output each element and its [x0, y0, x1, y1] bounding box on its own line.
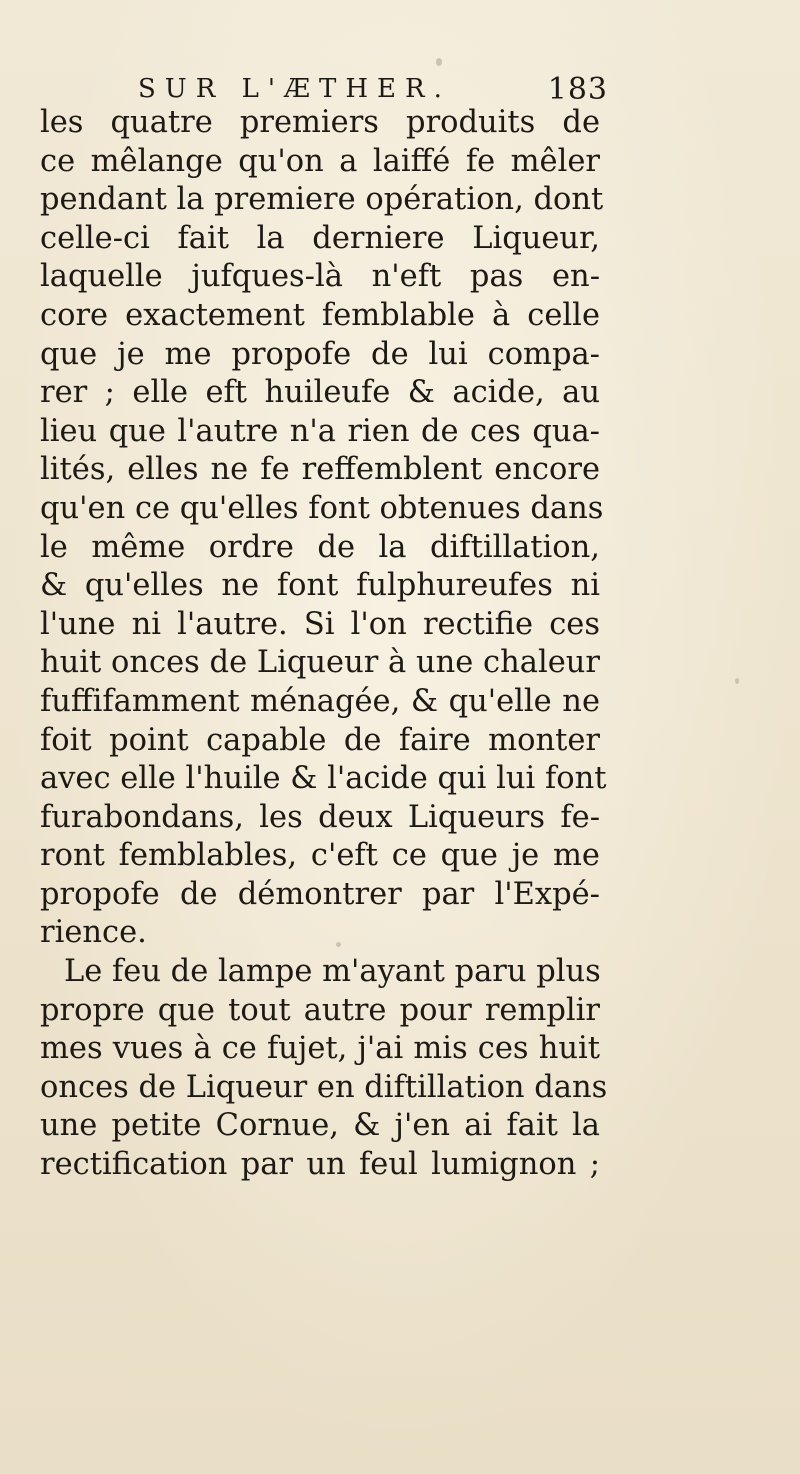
text-line: & qu'elles ne font fulphureufes ni — [40, 568, 600, 604]
text-line: laquelle jufques-là n'eft pas en- — [40, 259, 600, 295]
ink-speck — [436, 58, 442, 66]
page-number: 183 — [547, 72, 608, 107]
text-line: propofe de démontrer par l'Expé- — [40, 876, 600, 912]
text-line: qu'en ce qu'elles font obtenues dans — [40, 490, 604, 526]
paragraph-start-line: Le feu de lampe m'ayant paru plus — [64, 954, 601, 990]
text-line: fuffifamment ménagée, & qu'elle ne — [40, 683, 600, 719]
text-line: les quatre premiers produits de — [40, 105, 600, 140]
text-line: rer ; elle eft huileufe & acide, au — [40, 375, 600, 411]
ink-speck — [336, 942, 341, 947]
text-line: lieu que l'autre n'a rien de ces qua- — [40, 413, 600, 449]
text-line: avec elle l'huile & l'acide qui lui font — [40, 761, 607, 797]
text-line: core exactement femblable à celle — [40, 297, 600, 333]
paragraph-end-line: rience. — [40, 915, 147, 951]
ink-speck — [735, 678, 739, 684]
text-line: le même ordre de la diftillation, — [40, 529, 600, 565]
text-line: rectification par un feul lumignon ; — [40, 1147, 600, 1183]
text-line: onces de Liqueur en diftillation dans — [40, 1069, 608, 1105]
text-line: propre que tout autre pour remplir — [40, 992, 600, 1028]
text-line: une petite Cornue, & j'en ai fait la — [40, 1108, 600, 1144]
text-line: pendant la premiere opération, dont — [40, 182, 604, 218]
text-line: furabondans, les deux Liqueurs fe- — [40, 799, 600, 835]
text-line: que je me propofe de lui compa- — [40, 336, 600, 372]
text-line: l'une ni l'autre. Si l'on rectifie ces — [40, 606, 600, 642]
text-line: foit point capable de faire monter — [40, 722, 600, 758]
text-line: celle-ci fait la derniere Liqueur, — [40, 220, 600, 256]
running-title: SUR L'ÆTHER. — [138, 74, 451, 104]
text-line: ront femblables, c'eft ce que je me — [40, 838, 600, 874]
text-line: ce mêlange qu'on a laiffé fe mêler — [40, 143, 600, 179]
text-line: huit onces de Liqueur à une chaleur — [40, 645, 600, 681]
body-text — [40, 104, 608, 1185]
text-line: mes vues à ce fujet, j'ai mis ces huit — [40, 1031, 600, 1067]
text-line: lités, elles ne fe reffemblent encore — [40, 452, 600, 488]
